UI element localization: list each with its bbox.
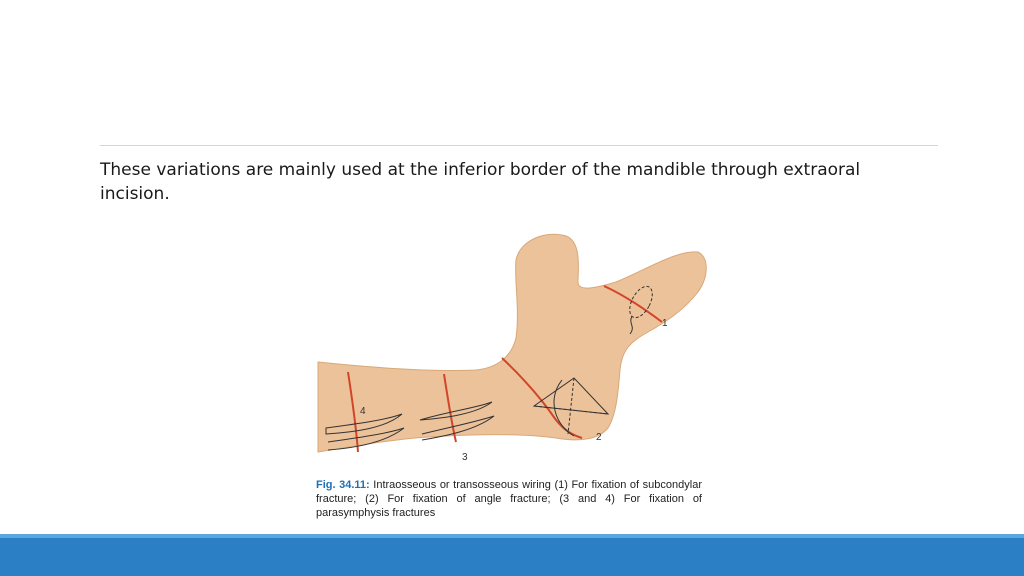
figure-label-1: 1 xyxy=(662,318,668,329)
figure-label-4: 4 xyxy=(360,406,366,417)
figure-label-2: 2 xyxy=(596,432,602,443)
caption-text: Intraosseous or transosseous wiring (1) For fixation of subcondylar fracture; (2) For fixation of angle fracture; (3 and 4) For fixation of parasymphysis fractures xyxy=(316,479,702,519)
body-text: These variations are mainly used at the inferior border of the mandible through extraoral incision. xyxy=(100,160,861,204)
mandible-illustration xyxy=(316,230,708,480)
title-divider xyxy=(100,145,938,146)
footer-bar xyxy=(0,534,1024,576)
footer-stripe xyxy=(0,534,1024,538)
figure-caption xyxy=(316,478,702,520)
figure-label-3: 3 xyxy=(462,452,468,463)
caption-figure-number: Fig. 34.11: xyxy=(316,479,370,491)
mandible-bone xyxy=(318,234,706,452)
